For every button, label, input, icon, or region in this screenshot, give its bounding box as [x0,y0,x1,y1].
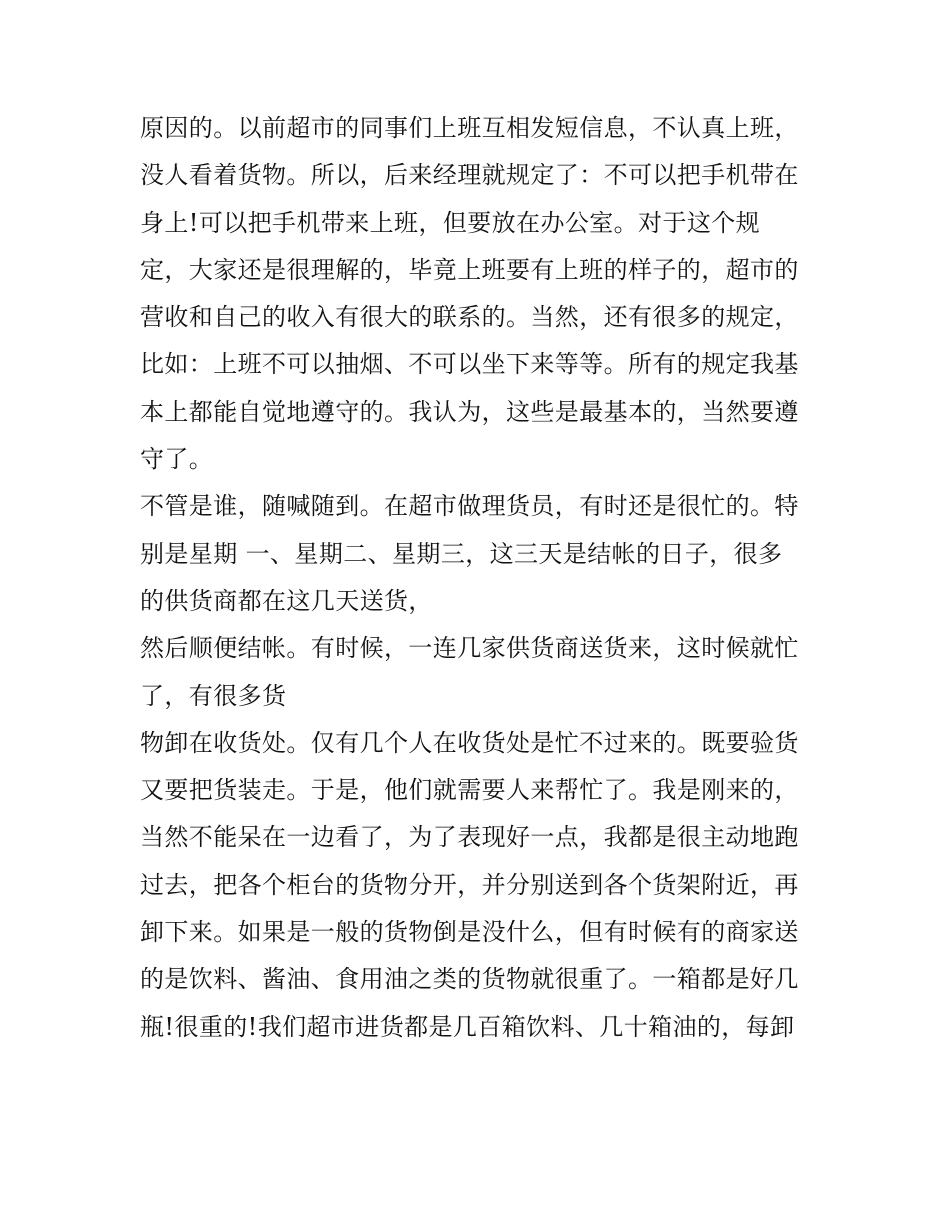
text-line: 的是饮料、酱油、食用油之类的货物就很重了。一箱都是好几 [140,965,799,994]
text-line: 原因的。以前超市的同事们上班互相发短信息，不认真上班， [140,114,799,142]
text-line: 卸下来。如果是一般的货物倒是没什么，但有时候有的商家送 [140,918,799,947]
text-line: 守了。 [140,445,214,474]
text-line: 当然不能呆在一边看了，为了表现好一点，我都是很主动地跑 [140,823,799,852]
text-line: 身上!可以把手机带来上班，但要放在办公室。对于这个规 [140,208,761,237]
text-line: 比如：上班不可以抽烟、不可以坐下来等等。所有的规定我基 [140,350,799,379]
text-line: 了，有很多货 [140,681,287,710]
document-body [140,105,820,1051]
text-line: 没人看着货物。所以，后来经理就规定了：不可以把手机带在 [140,161,799,190]
text-line: 又要把货装走。于是，他们就需要人来帮忙了。我是刚来的， [140,776,799,805]
text-line: 物卸在收货处。仅有几个人在收货处是忙不过来的。既要验货 [140,728,799,757]
text-line: 别是星期 一、星期二、星期三，这三天是结帐的日子，很多 [140,539,783,568]
text-line: 不管是谁，随喊随到。在超市做理货员，有时还是很忙的。特 [140,492,799,521]
text-line: 瓶!很重的!我们超市进货都是几百箱饮料、几十箱油的，每卸 [140,1012,795,1041]
text-line: 的供货商都在这几天送货， [140,586,433,615]
text-line: 本上都能自觉地遵守的。我认为，这些是最基本的，当然要遵 [140,397,799,426]
text-line: 定，大家还是很理解的，毕竟上班要有上班的样子的，超市的 [140,255,799,284]
text-line: 营收和自己的收入有很大的联系的。当然，还有很多的规定， [140,303,799,332]
text-line: 然后顺便结帐。有时候，一连几家供货商送货来，这时候就忙 [140,634,799,663]
text-line: 过去，把各个柜台的货物分开，并分别送到各个货架附近，再 [140,870,799,899]
